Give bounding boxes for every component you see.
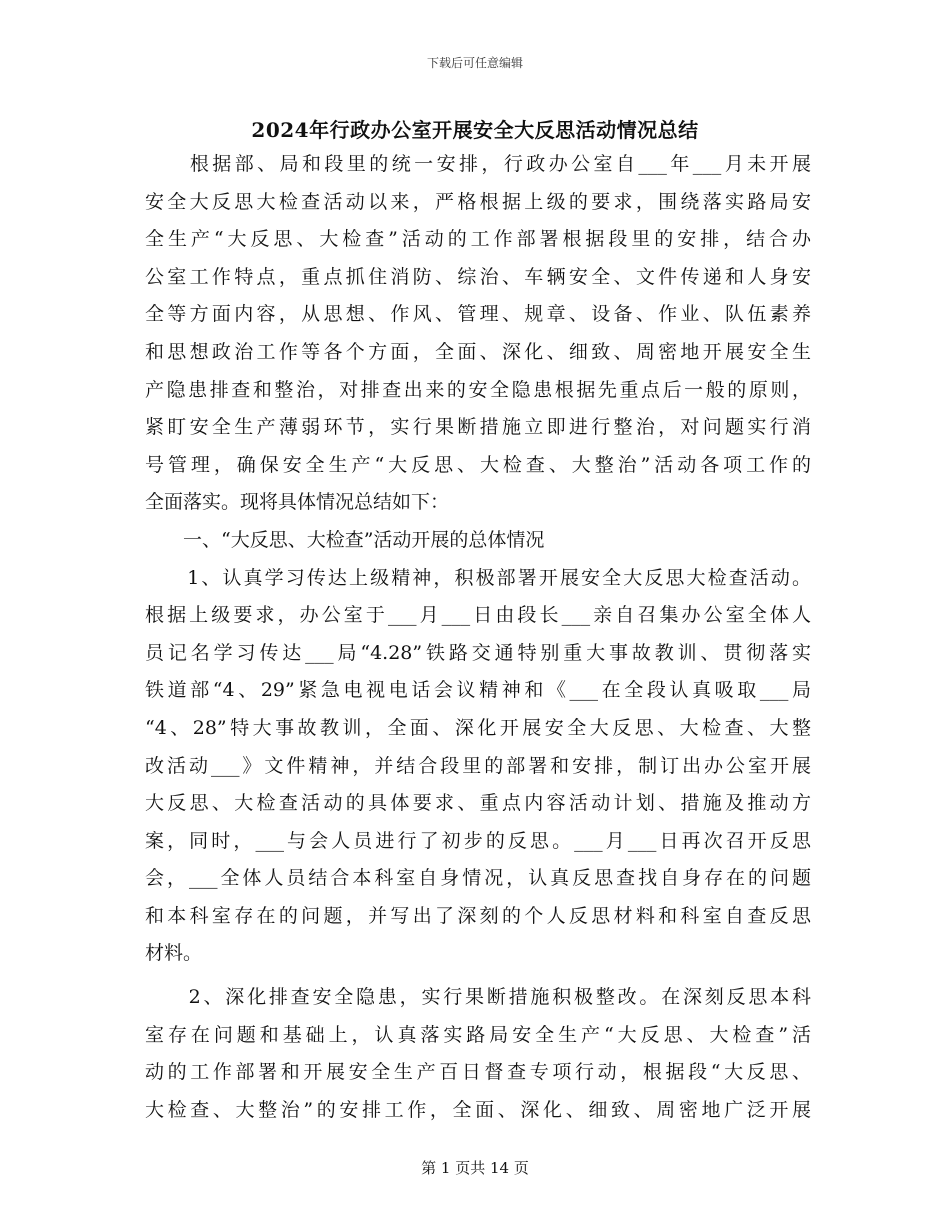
section-heading: 一、“大反思、大检查”活动开展的总体情况 [145,528,545,551]
download-note: 下载后可任意编辑 [426,56,523,70]
paragraph-line: 2、深化排查安全隐患，实行果断措施积极整改。在深刻反思本科 [145,986,811,1009]
paragraph-line: 会，___全体人员结合本科室自身情况，认真反思查找自身存在的问题 [145,867,811,890]
paragraph-line: 公室工作特点，重点抓住消防、综治、车辆安全、文件传递和人身安 [145,265,811,288]
document-body [145,146,811,1129]
paragraph-line: 全面落实。现将具体情况总结如下： [145,491,450,514]
paragraph-line: 全生产“大反思、大检查”活动的工作部署根据段里的安排，结合办 [145,228,811,251]
paragraph-line: 根据上级要求，办公室于___月___日由段长___亲自召集办公室全体人 [145,604,811,627]
paragraph-line: 室存在问题和基础上，认真落实路局安全生产“大反思、大检查”活 [145,1023,811,1046]
paragraph-line: 1、认真学习传达上级精神，积极部署开展安全大反思大检查活动。 [145,566,811,589]
paragraph-line: “4、28”特大事故教训，全面、深化开展安全大反思、大检查、大整 [145,716,811,739]
paragraph-line: 安全大反思大检查活动以来，严格根据上级的要求，围绕落实路局安 [145,190,811,213]
paragraph-line: 动的工作部署和开展安全生产百日督查专项行动，根据段“大反思、 [145,1061,811,1084]
paragraph-line: 紧盯安全生产薄弱环节，实行果断措施立即进行整治，对问题实行消 [145,416,811,439]
paragraph-line: 大反思、大检查活动的具体要求、重点内容活动计划、措施及推动方 [145,792,811,815]
paragraph-line: 产隐患排查和整治，对排查出来的安全隐患根据先重点后一般的原则， [145,378,811,401]
document-title: 2024年行政办公室开展安全大反思活动情况总结 [251,118,699,142]
paragraph-line: 号管理，确保安全生产“大反思、大检查、大整治”活动各项工作的 [145,453,811,476]
paragraph-line: 案，同时，___与会人员进行了初步的反思。___月___日再次召开反思 [145,829,811,852]
paragraph-line: 根据部、局和段里的统一安排，行政办公室自___年___月未开展 [145,153,811,175]
paragraph-line: 大检查、大整治”的安排工作，全面、深化、细致、周密地广泛开展 [145,1098,811,1121]
paragraph-line: 改活动___》文件精神，并结合段里的部署和安排，制订出办公室开展 [145,754,811,777]
paragraph-line: 全等方面内容，从思想、作风、管理、规章、设备、作业、队伍素养 [145,303,811,326]
paragraph-line: 员记名学习传达___局“4.28”铁路交通特别重大事故教训、贯彻落实 [145,641,811,664]
paragraph-line: 铁道部“4、29”紧急电视电话会议精神和《___在全段认真吸取___局 [145,679,811,702]
paragraph-line: 和本科室存在的问题，并写出了深刻的个人反思材料和科室自查反思 [145,904,811,927]
paragraph-line: 材料。 [145,942,203,965]
page-number: 第 1 页共 14 页 [421,1159,529,1177]
paragraph-line: 和思想政治工作等各个方面，全面、深化、细致、周密地开展安全生 [145,340,811,363]
